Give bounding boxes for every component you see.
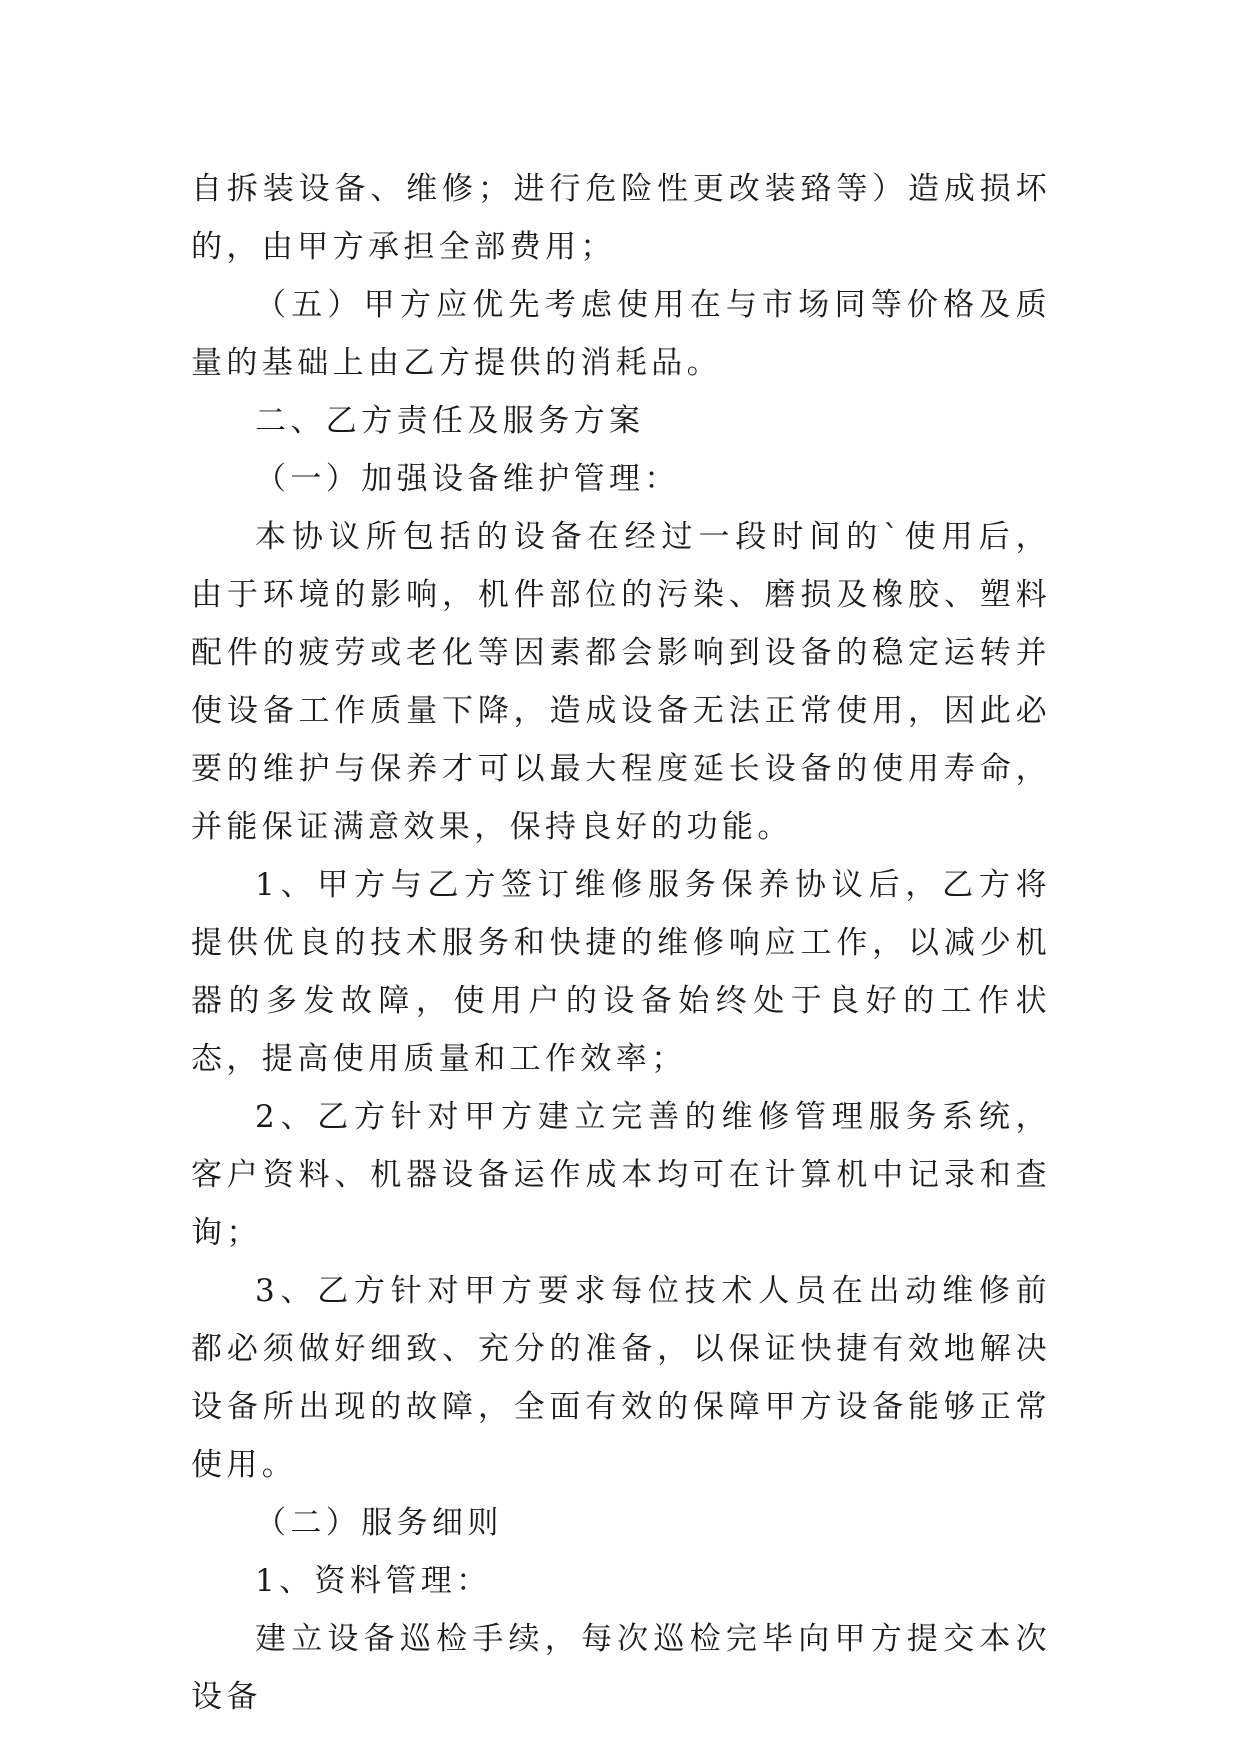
detail-item-1: 1、资料管理： [255,1563,492,1599]
document-body [191,160,1051,1726]
paragraph-2: （五）甲方应优先考虑使用在与市场同等价格及质量的基础上由乙方提供的消耗品。 [191,287,1051,381]
paragraph-maintenance: 本协议所包括的设备在经过一段时间的`使用后，由于环境的影响，机件部位的污染、磨损及橡胶、塑料配件的疲劳或老化等因素都会影响到设备的稳定运转并使设备工作质量下降，造成设备无法正常使用，因此必要的维护与保养才可以最大程度延长设备的使用寿命，并能保证满意效果，保持良好的功能。 [191,519,1051,845]
paragraph-last: 建立设备巡检手续，每次巡检完毕向甲方提交本次设备 [191,1621,1051,1715]
subsection-heading-1: （一）加强设备维护管理： [255,461,680,497]
section-heading-2: 二、乙方责任及服务方案 [255,403,645,439]
list-item-2: 2、乙方针对甲方建立完善的维修管理服务系统，客户资料、机器设备运作成本均可在计算机中记录和查询； [191,1099,1051,1251]
subsection-heading-2: （二）服务细则 [255,1505,503,1541]
list-item-3: 3、乙方针对甲方要求每位技术人员在出动维修前都必须做好细致、充分的准备，以保证快捷有效地解决设备所出现的故障，全面有效的保障甲方设备能够正常使用。 [191,1273,1051,1483]
paragraph-1: 自拆装设备、维修；进行危险性更改装臵等）造成损坏的，由甲方承担全部费用； [191,171,1051,265]
list-item-1: 1、甲方与乙方签订维修服务保养协议后，乙方将提供优良的技术服务和快捷的维修响应工作，以减少机器的多发故障，使用户的设备始终处于良好的工作状态，提高使用质量和工作效率； [191,867,1051,1077]
